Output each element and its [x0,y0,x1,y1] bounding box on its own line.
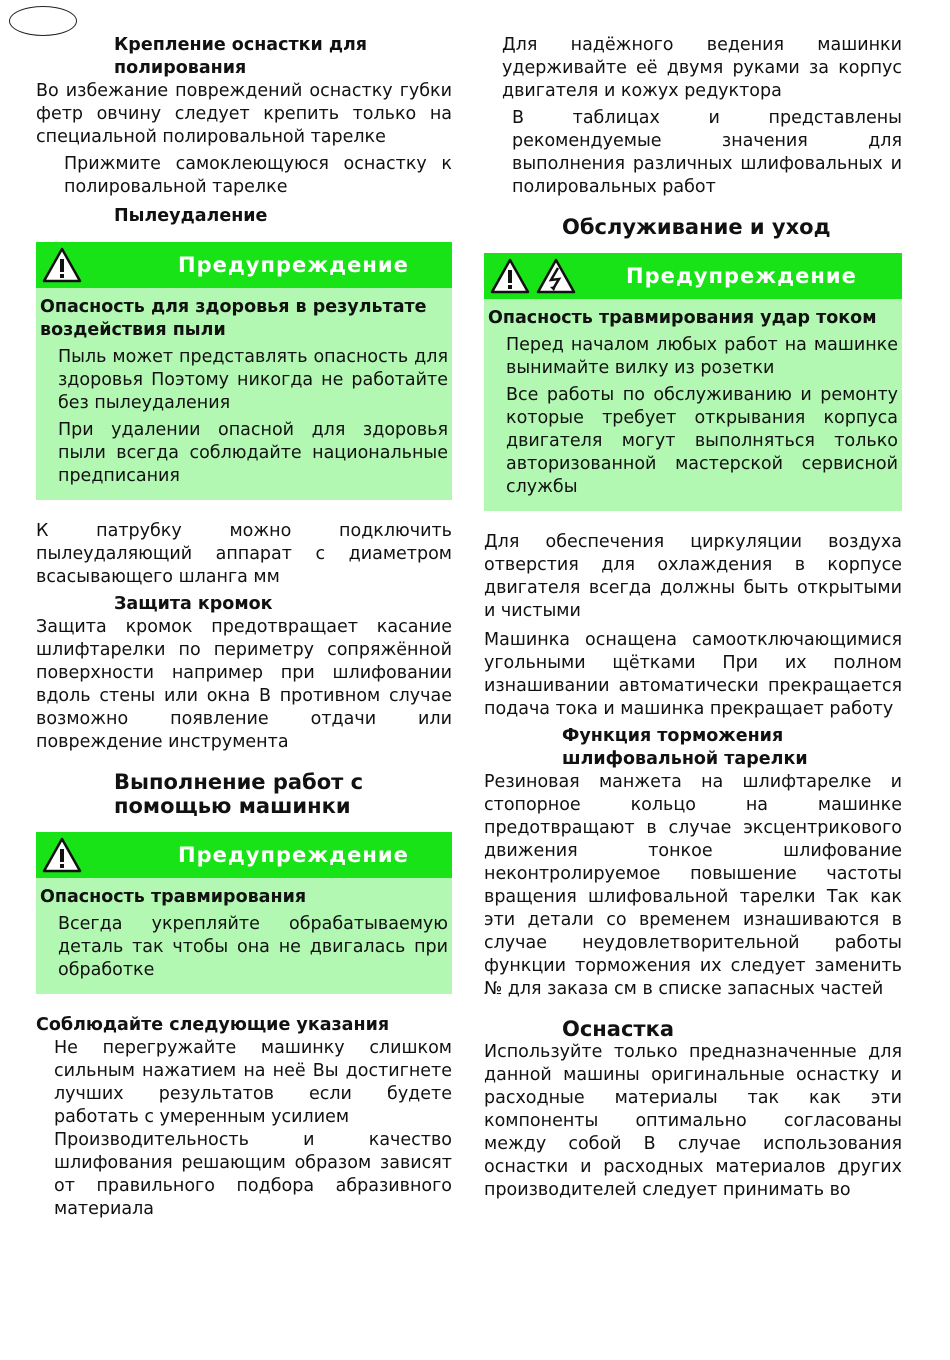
heading-accessories: Оснастка [562,1017,675,1041]
warning-text: При удалении опасной для здоровья пыли всегда соблюдайте национальные предписания [58,420,448,486]
warning-triangle-icon [42,247,82,283]
paragraph-brake: Резиновая манжета на шлифтарелке и стопорное кольцо на машинке предотвращают в случае эксцентрикового движения тонкое шлифование неконтролируемое повышение частоты вращения шлифовальной тарелки Так как эти детали со временем изнашиваются в случае неудовлетворительной работы функции торможения их следует заменить № для заказа см в списке запасных частей [484,772,902,999]
language-badge-oval [9,6,77,36]
warning-triangle-icon [42,837,82,873]
warning-label: Предупреждение [178,253,409,277]
heading-dust: Пылеудаление [114,206,268,226]
heading-brake: Функция торможения шлифовальной тарелки [562,726,808,769]
warning-label: Предупреждение [626,264,857,288]
warning-text: Всегда укрепляйте обрабатываемую деталь так чтобы она не двигалась при обработке [58,914,448,980]
warning-label: Предупреждение [178,843,409,867]
warning-box-dust [36,242,452,500]
warning-triangle-icon [490,258,530,294]
paragraph-follow: Производительность и качество шлифования решающим образом зависят от правильного подбора абразивного материала [54,1130,452,1219]
warning-bar [36,832,452,878]
heading-maintenance: Обслуживание и уход [562,215,831,239]
paragraph-tables: В таблицах и представлены рекомендуемые значения для выполнения различных шлифовальных и полировальных работ [512,108,902,197]
paragraph-edge: Защита кромок предотвращает касание шлифтарелки по периметру сопряжённой поверхности например при шлифовании вдоль стены или окна В противном случае возможно появление отдачи или повреждение инструмента [36,617,452,752]
warning-title: Опасность травмирования удар током [488,308,877,328]
paragraph-brushes: Машинка оснащена самоотключающимися угольными щётками При их полном изнашивании автоматически прекращается подача тока и машинка прекращает работу [484,630,902,719]
left-column [36,34,452,1221]
paragraph-press: Прижмите самоклеющуюся оснастку к полировальной тарелке [64,154,452,197]
heading-edge: Защита кромок [114,594,273,614]
warning-box-work [36,832,452,994]
paragraph-fixing: Во избежание повреждений оснастку губки фетр овчину следует крепить только на специальной полировальной тарелке [36,81,452,147]
heading-follow: Соблюдайте следующие указания [36,1015,390,1035]
heading-work: Выполнение работ с помощью машинки [114,770,364,818]
warning-bar [484,253,902,299]
paragraph-nozzle: К патрубку можно подключить пылеудаляющий аппарат с диаметром всасывающего шланга мм [36,521,452,587]
warning-box-maintenance [484,253,902,511]
paragraph-follow: Не перегружайте машинку слишком сильным нажатием на неё Вы достигнете лучших результатов если будете работать с умеренным усилием [54,1038,452,1127]
heading-fixing: Крепление оснастки для полирования [114,35,368,78]
paragraph-guide: Для надёжного ведения машинки удерживайте её двумя руками за корпус двигателя и кожух редуктора [502,35,902,101]
right-column [484,34,902,1202]
warning-text: Все работы по обслуживанию и ремонту которые требует открывания корпуса двигателя могут выполняться только авторизованной мастерской сервисной службы [506,385,898,497]
electric-shock-icon [536,258,576,294]
warning-bar [36,242,452,288]
warning-text: Перед началом любых работ на машинке вынимайте вилку из розетки [506,335,898,378]
warning-text: Пыль может представлять опасность для здоровья Поэтому никогда не работайте без пылеудаления [58,347,448,413]
warning-title: Опасность для здоровья в результате воздействия пыли [40,297,427,340]
paragraph-accessories: Используйте только предназначенные для данной машины оригинальные оснастку и расходные материалы так как эти компоненты оптимально согласованы между собой В случае использования оснастки и расходных материалов других производителей следует принимать во [484,1042,902,1200]
warning-title: Опасность травмирования [40,887,307,907]
paragraph-cooling: Для обеспечения циркуляции воздуха отверстия для охлаждения в корпусе двигателя всегда должны быть открытыми и чистыми [484,532,902,621]
